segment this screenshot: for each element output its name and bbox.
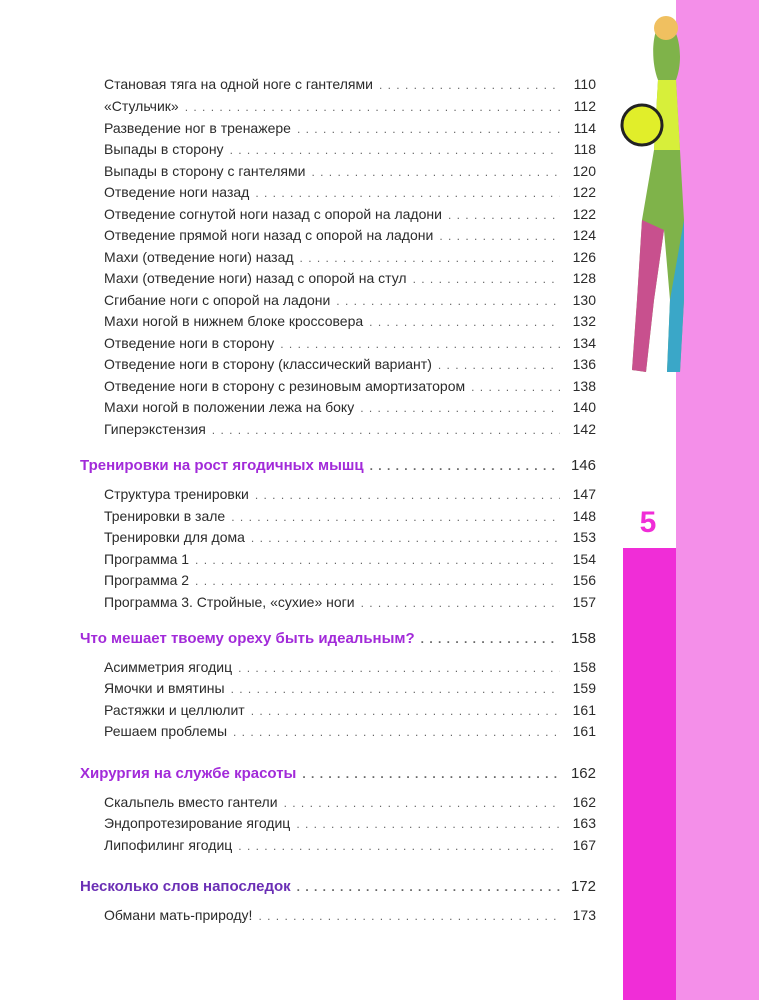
- toc-item[interactable]: Гиперэкстензия . . . 142: [104, 421, 596, 437]
- toc-item[interactable]: Выпады в сторону . . . 118: [104, 141, 596, 157]
- toc-item[interactable]: Скальпель вместо гантели . . . 162: [104, 794, 596, 810]
- toc-section[interactable]: Несколько слов напоследок . . . 172: [80, 878, 596, 895]
- toc-item[interactable]: Структура тренировки . . . 147: [104, 486, 596, 502]
- toc-item[interactable]: Махи ногой в положении лежа на боку . . . 140: [104, 399, 596, 415]
- toc-item[interactable]: Тренировки в зале . . . 148: [104, 508, 596, 524]
- pink-chapter-tab: [623, 548, 676, 1000]
- toc-item[interactable]: Липофилинг ягодиц . . . 167: [104, 837, 596, 853]
- toc-item[interactable]: Отведение ноги в сторону . . . 134: [104, 335, 596, 351]
- toc-item[interactable]: Асимметрия ягодиц . . . 158: [104, 659, 596, 675]
- toc-item[interactable]: Отведение ноги в сторону с резиновым амортизатором . . . 138: [104, 378, 596, 394]
- toc-item[interactable]: Махи (отведение ноги) назад с опорой на стул . . . 128: [104, 270, 596, 286]
- toc-section[interactable]: Хирургия на службе красоты . . . 162: [80, 765, 596, 782]
- toc-section[interactable]: Что мешает твоему ореху быть идеальным? . . . 158: [80, 630, 596, 647]
- toc-item[interactable]: Выпады в сторону с гантелями . . . 120: [104, 163, 596, 179]
- toc-section[interactable]: Тренировки на рост ягодичных мышц . . . 146: [80, 457, 596, 474]
- toc-item[interactable]: Отведение ноги в сторону (классический вариант) . . . 136: [104, 356, 596, 372]
- toc-item[interactable]: Программа 2 . . . 156: [104, 572, 596, 588]
- toc-item[interactable]: Махи (отведение ноги) назад . . . 126: [104, 249, 596, 265]
- fitness-woman-photo: [612, 0, 712, 400]
- toc-item[interactable]: Решаем проблемы . . . 161: [104, 723, 596, 739]
- toc-item[interactable]: Ямочки и вмятины . . . 159: [104, 680, 596, 696]
- toc-item[interactable]: Тренировки для дома . . . 153: [104, 529, 596, 545]
- toc-item[interactable]: Программа 3. Стройные, «сухие» ноги . . . 157: [104, 594, 596, 610]
- page-number: 5: [639, 506, 657, 539]
- toc-item[interactable]: Программа 1 . . . 154: [104, 551, 596, 567]
- toc-item[interactable]: Махи ногой в нижнем блоке кроссовера . . . 132: [104, 313, 596, 329]
- toc-item[interactable]: Растяжки и целлюлит . . . 161: [104, 702, 596, 718]
- toc-item[interactable]: Отведение согнутой ноги назад с опорой на ладони . . . 122: [104, 206, 596, 222]
- toc-item[interactable]: Эндопротезирование ягодиц . . . 163: [104, 815, 596, 831]
- toc-item[interactable]: Отведение ноги назад . . . 122: [104, 184, 596, 200]
- toc-item[interactable]: Разведение ног в тренажере . . . 114: [104, 120, 596, 136]
- toc-item[interactable]: Отведение прямой ноги назад с опорой на ладони . . . 124: [104, 227, 596, 243]
- toc-item[interactable]: Сгибание ноги с опорой на ладони . . . 130: [104, 292, 596, 308]
- toc-item[interactable]: Становая тяга на одной ноге с гантелями . . . 110: [104, 76, 596, 92]
- toc-item[interactable]: Обмани мать-природу! . . . 173: [104, 907, 596, 923]
- toc-item[interactable]: «Стульчик» . . . 112: [104, 98, 596, 114]
